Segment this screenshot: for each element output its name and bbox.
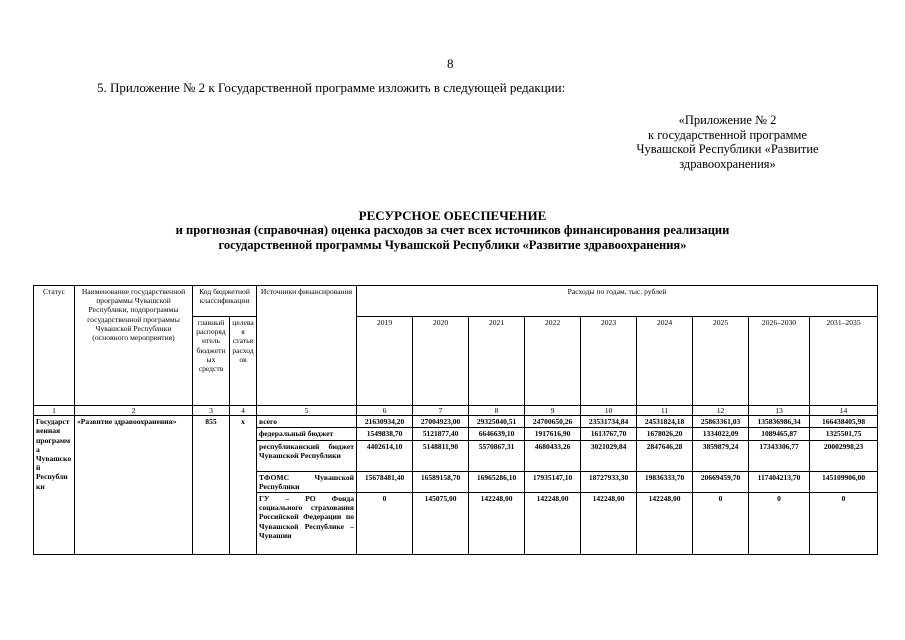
- value-cell: 0: [810, 493, 878, 555]
- column-number: 8: [469, 406, 525, 416]
- column-number: 3: [193, 406, 230, 416]
- value-cell: 24531824,18: [637, 416, 693, 428]
- value-cell: 27004923,00: [413, 416, 469, 428]
- page-number: 8: [447, 56, 454, 71]
- program-name-cell: «Развитие здравоохранения»: [75, 416, 193, 555]
- value-cell: 16965286,10: [469, 471, 525, 492]
- intro-paragraph: 5. Приложение № 2 к Государственной программе изложить в следующей редакции:: [97, 80, 566, 95]
- column-number: 11: [637, 406, 693, 416]
- table-row: [34, 416, 878, 428]
- grbs-code-cell: 855: [193, 416, 230, 555]
- value-cell: 25863361,03: [693, 416, 749, 428]
- value-cell: 1917616,90: [525, 428, 581, 440]
- header-code-main: главный распорядитель бюджетных средств: [193, 317, 230, 406]
- value-cell: 1334022,09: [693, 428, 749, 440]
- header-sources: Источники финансирования: [257, 286, 357, 406]
- value-cell: 142248,00: [525, 493, 581, 555]
- column-number: 13: [749, 406, 810, 416]
- value-cell: 20002998,23: [810, 440, 878, 471]
- value-cell: 3021029,84: [581, 440, 637, 471]
- value-cell: 4402614,10: [357, 440, 413, 471]
- column-number: 10: [581, 406, 637, 416]
- source-cell: республиканский бюджет Чувашской Республики: [257, 440, 357, 471]
- value-cell: 24700650,26: [525, 416, 581, 428]
- column-number: 2: [75, 406, 193, 416]
- column-number: 6: [357, 406, 413, 416]
- source-cell: федеральный бюджет: [257, 428, 357, 440]
- header-year: 2023: [581, 317, 637, 406]
- header-year: 2020: [413, 317, 469, 406]
- value-cell: 135836986,34: [749, 416, 810, 428]
- target-article-cell: х: [230, 416, 257, 555]
- value-cell: 5570867,31: [469, 440, 525, 471]
- column-number: 4: [230, 406, 257, 416]
- column-number: 9: [525, 406, 581, 416]
- column-number: 5: [257, 406, 357, 416]
- value-cell: 17343306,77: [749, 440, 810, 471]
- value-cell: 16589158,70: [413, 471, 469, 492]
- column-number: 7: [413, 406, 469, 416]
- value-cell: 1678026,20: [637, 428, 693, 440]
- value-cell: 19836333,70: [637, 471, 693, 492]
- value-cell: 5121877,40: [413, 428, 469, 440]
- value-cell: 23531734,84: [581, 416, 637, 428]
- column-number: 14: [810, 406, 878, 416]
- header-code-target: целевая статья расходов: [230, 317, 257, 406]
- appendix-line-1: «Приложение № 2: [678, 113, 777, 127]
- value-cell: 4680433,26: [525, 440, 581, 471]
- header-year: 2024: [637, 317, 693, 406]
- value-cell: 2847646,28: [637, 440, 693, 471]
- value-cell: 17935147,10: [525, 471, 581, 492]
- source-cell: ГУ – РО Фонда социального страхования Российской Федерации по Чувашской Республике – Чувашии: [257, 493, 357, 555]
- header-expenses: Расходы по годам, тыс. рублей: [357, 286, 878, 317]
- value-cell: 166438405,98: [810, 416, 878, 428]
- header-status: Статус: [34, 286, 75, 406]
- value-cell: 142248,00: [581, 493, 637, 555]
- value-cell: 0: [693, 493, 749, 555]
- document-subtitle-line-1: и прогнозная (справочная) оценка расходов за счет всех источников финансирования реализации: [175, 223, 730, 237]
- document-subtitle-line-2: государственной программы Чувашской Республики «Развитие здравоохранения»: [218, 238, 687, 252]
- value-cell: 6646639,10: [469, 428, 525, 440]
- value-cell: 1325501,75: [810, 428, 878, 440]
- value-cell: 18727933,30: [581, 471, 637, 492]
- value-cell: 1549838,70: [357, 428, 413, 440]
- appendix-line-3: Чувашской Республики «Развитие: [636, 142, 819, 156]
- value-cell: 145109906,00: [810, 471, 878, 492]
- value-cell: 145075,00: [413, 493, 469, 555]
- table-header-row-1: [34, 286, 878, 317]
- column-number: 1: [34, 406, 75, 416]
- appendix-heading: [600, 113, 855, 171]
- header-year: 2025: [693, 317, 749, 406]
- value-cell: 0: [749, 493, 810, 555]
- value-cell: 1613767,70: [581, 428, 637, 440]
- document-title: РЕСУРСНОЕ ОБЕСПЕЧЕНИЕ: [358, 208, 547, 223]
- header-year: 2019: [357, 317, 413, 406]
- column-number: 12: [693, 406, 749, 416]
- header-name: Наименование государственной программы Чувашской Республики, подпрограммы государственной программы Чувашской Республики (основного мероприятия): [75, 286, 193, 406]
- value-cell: 142248,00: [637, 493, 693, 555]
- appendix-line-2: к государственной программе: [648, 127, 807, 142]
- value-cell: 142248,00: [469, 493, 525, 555]
- header-year: 2031–2035: [810, 317, 878, 406]
- value-cell: 0: [357, 493, 413, 555]
- status-cell: Государственная программа Чувашской Республики: [34, 416, 75, 555]
- resource-table: [33, 285, 878, 555]
- value-cell: 20669459,70: [693, 471, 749, 492]
- header-year: 2026–2030: [749, 317, 810, 406]
- appendix-line-4: здравоохранения»: [679, 156, 776, 171]
- source-cell: всего: [257, 416, 357, 428]
- column-numbers-row: [34, 406, 878, 416]
- header-year: 2021: [469, 317, 525, 406]
- value-cell: 29325040,51: [469, 416, 525, 428]
- header-code: Код бюджетной классификации: [193, 286, 257, 317]
- header-year: 2022: [525, 317, 581, 406]
- value-cell: 1089465,87: [749, 428, 810, 440]
- value-cell: 5148811,90: [413, 440, 469, 471]
- value-cell: 117404213,70: [749, 471, 810, 492]
- value-cell: 3859879,24: [693, 440, 749, 471]
- value-cell: 21630934,20: [357, 416, 413, 428]
- value-cell: 15678481,40: [357, 471, 413, 492]
- source-cell: ТФОМС Чувашской Республики: [257, 471, 357, 492]
